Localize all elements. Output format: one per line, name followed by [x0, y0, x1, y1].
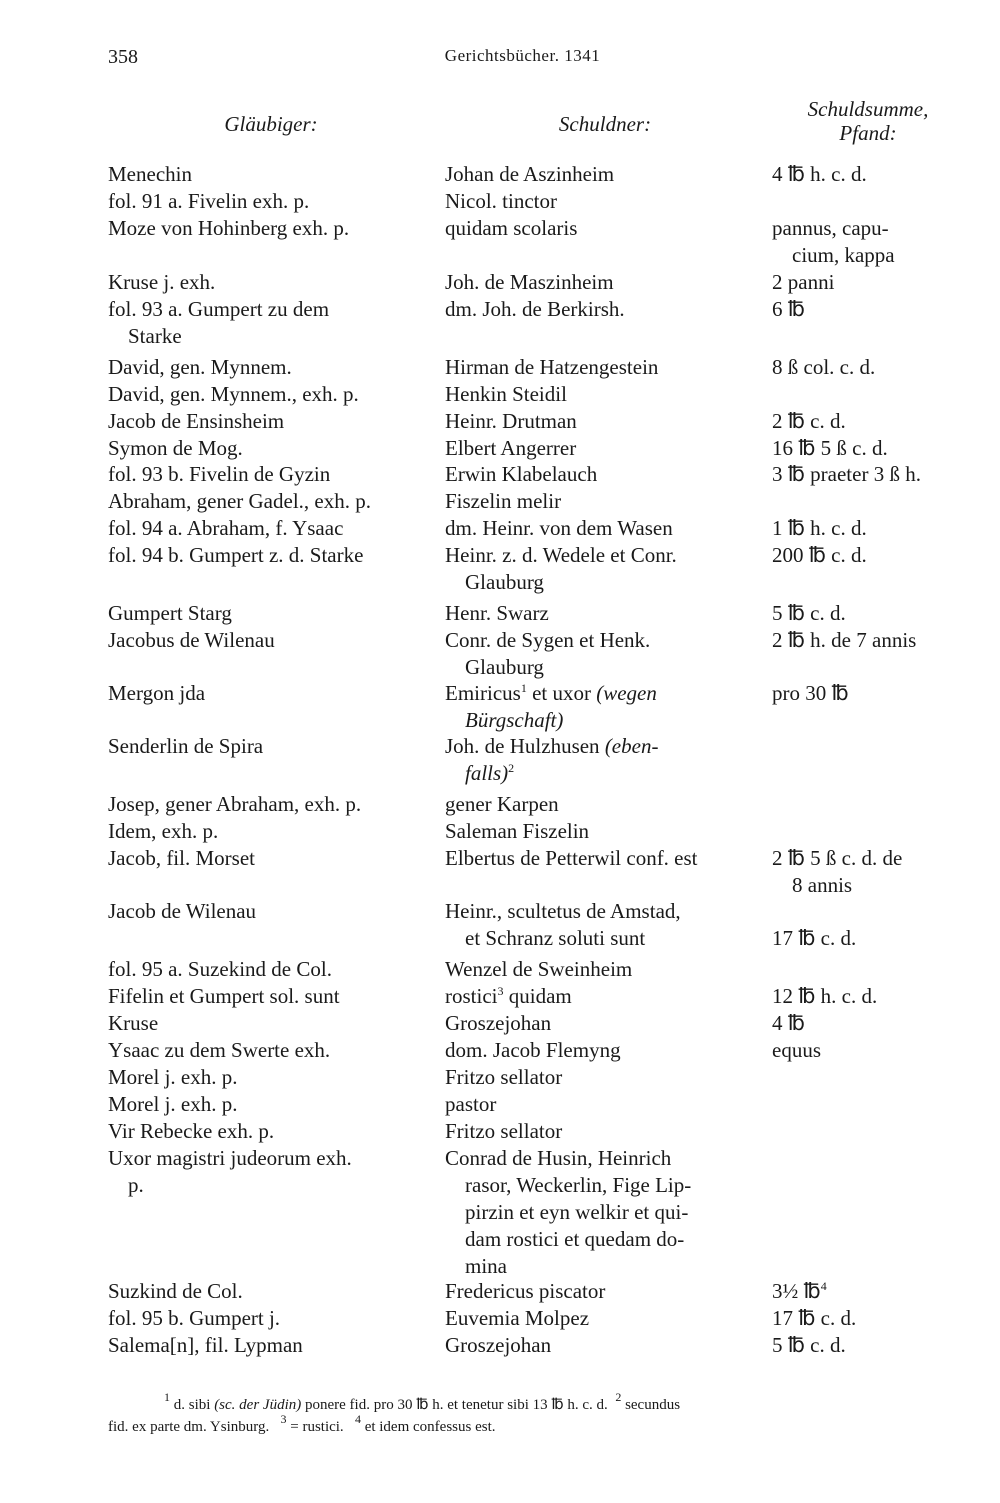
debtor-note: (wegen [596, 681, 657, 705]
creditor-cell: Suzkind de Col. [108, 1279, 243, 1303]
sum-line: 2 ℔ 5 ß c. d. de [772, 846, 903, 870]
creditor-cell [108, 1145, 434, 1199]
sum-cell: 17 ℔ c. d. [772, 926, 857, 950]
debtor-cell: dm. Heinr. von dem Wasen [445, 516, 673, 540]
debtor-line: mina [465, 1254, 507, 1278]
sum-cell: 12 ℔ h. c. d. [772, 984, 878, 1008]
debtor-note: Bürgschaft) [465, 708, 564, 732]
debtor-text: quidam [503, 984, 572, 1008]
debtor-cell [445, 542, 765, 596]
sum-cell: 16 ℔ 5 ß c. d. [772, 436, 888, 460]
debtor-cell: Elbert Angerrer [445, 436, 577, 460]
debtor-cell: Nicol. tinctor [445, 189, 557, 213]
debtor-text: rostici [445, 984, 498, 1008]
column-header-sum-line2: Pfand: [839, 121, 897, 145]
sum-cell [772, 215, 962, 269]
debtor-cell: gener Karpen [445, 792, 559, 816]
debtor-line: Heinr., scultetus de Amstad, [445, 899, 681, 923]
footnotes [108, 1390, 950, 1438]
creditor-cell [108, 296, 434, 350]
creditor-cell: David, gen. Mynnem., exh. p. [108, 382, 359, 406]
creditor-cell: Abraham, gener Gadel., exh. p. [108, 489, 371, 513]
debtor-line: Heinr. z. d. Wedele et Conr. [445, 543, 677, 567]
creditor-cell: fol. 95 a. Suzekind de Col. [108, 957, 332, 981]
debtor-note: falls) [465, 761, 509, 785]
sum-cell [772, 845, 962, 899]
creditor-cell: Morel j. exh. p. [108, 1092, 238, 1116]
footnote-text: secundus [621, 1397, 681, 1413]
sum-cell: 8 ß col. c. d. [772, 355, 876, 379]
creditor-cell: Idem, exh. p. [108, 819, 219, 843]
sum-cell: pro 30 ℔ [772, 681, 849, 705]
debtor-cell [445, 733, 765, 787]
sum-line: pannus, capu- [772, 216, 889, 240]
footnote-ref: 3 [497, 984, 504, 998]
creditor-cell: Jacobus de Wilenau [108, 628, 275, 652]
creditor-cell: Kruse j. exh. [108, 270, 216, 294]
debtor-text: Emiricus [445, 681, 521, 705]
debtor-line: rasor, Weckerlin, Fige Lip- [465, 1173, 692, 1197]
creditor-cell: fol. 94 b. Gumpert z. d. Starke [108, 543, 364, 567]
creditor-line: p. [128, 1173, 144, 1197]
debtor-line [445, 760, 765, 787]
column-header-creditor: Gläubiger: [224, 112, 318, 136]
debtor-cell: Euvemia Molpez [445, 1306, 590, 1330]
debtor-cell: Erwin Klabelauch [445, 462, 598, 486]
footnote-mark: 1 [164, 1390, 170, 1404]
debtor-line: Conr. de Sygen et Henk. [445, 628, 651, 652]
creditor-cell: fol. 94 a. Abraham, f. Ysaac [108, 516, 344, 540]
sum-cell: 4 ℔ [772, 1011, 805, 1035]
creditor-cell: Moze von Hohinberg exh. p. [108, 216, 350, 240]
sum-cell: 6 ℔ [772, 297, 805, 321]
sum-cell: 5 ℔ c. d. [772, 601, 846, 625]
sum-cell: 5 ℔ c. d. [772, 1333, 846, 1357]
footnote-text: = rustici. [286, 1419, 344, 1435]
creditor-cell: Ysaac zu dem Swerte exh. [108, 1038, 331, 1062]
column-header-debtor: Schuldner: [558, 112, 652, 136]
creditor-cell: Vir Rebecke exh. p. [108, 1119, 275, 1143]
creditor-line: Uxor magistri judeorum exh. [108, 1146, 352, 1170]
creditor-cell: fol. 95 b. Gumpert j. [108, 1306, 281, 1330]
creditor-cell: Jacob, fil. Morset [108, 846, 255, 870]
creditor-cell: Jacob de Ensinsheim [108, 409, 285, 433]
debtor-cell: Johan de Aszinheim [445, 162, 615, 186]
footnote-mark: 2 [615, 1390, 622, 1404]
debtor-cell: Henr. Swarz [445, 601, 549, 625]
creditor-cell: Morel j. exh. p. [108, 1065, 238, 1089]
debtor-cell: Wenzel de Sweinheim [445, 957, 633, 981]
footnote-text: ponere fid. pro 30 ℔ h. et tenetur sibi 13 ℔ h. c. d. [301, 1397, 608, 1413]
debtor-cell: Joh. de Maszinheim [445, 270, 614, 294]
creditor-cell: Senderlin de Spira [108, 734, 264, 758]
footnote-text: et idem confessus est. [360, 1419, 496, 1435]
debtor-cell: dom. Jacob Flemyng [445, 1038, 621, 1062]
debtor-cell [445, 983, 765, 1010]
creditor-cell: fol. 93 b. Fivelin de Gyzin [108, 462, 331, 486]
sum-line: cium, kappa [792, 243, 895, 267]
footnote-ref: 2 [508, 761, 515, 775]
sum-cell: 2 panni [772, 270, 835, 294]
debtor-text: Joh. de Hulzhusen [445, 734, 605, 758]
footnote-ref: 1 [520, 681, 527, 695]
debtor-cell: Groszejohan [445, 1011, 552, 1035]
debtor-line: Glauburg [465, 655, 544, 679]
sum-cell: equus [772, 1038, 821, 1062]
creditor-line: fol. 93 a. Gumpert zu dem [108, 297, 330, 321]
sum-cell: 2 ℔ h. de 7 annis [772, 628, 917, 652]
debtor-text: et uxor [526, 681, 597, 705]
column-header-sum [768, 97, 968, 145]
footnote-text: fid. ex parte dm. Ysinburg. [108, 1419, 270, 1435]
footnote-text: d. sibi [170, 1397, 215, 1413]
footnote-text: (sc. der Jüdin) [214, 1397, 302, 1413]
sum-cell: 17 ℔ c. d. [772, 1306, 857, 1330]
creditor-cell: Jacob de Wilenau [108, 899, 257, 923]
footnote-line [108, 1412, 496, 1435]
creditor-cell: Mergon jda [108, 681, 206, 705]
creditor-cell: Kruse [108, 1011, 159, 1035]
page-number: 358 [108, 46, 138, 68]
sum-cell: 200 ℔ c. d. [772, 543, 867, 567]
creditor-cell: Symon de Mog. [108, 436, 243, 460]
sum-cell: 1 ℔ h. c. d. [772, 516, 867, 540]
creditor-cell: Gumpert Starg [108, 601, 232, 625]
sum-text: 3½ ℔ [772, 1279, 821, 1303]
debtor-cell [445, 898, 765, 952]
footnote-ref: 4 [820, 1279, 827, 1293]
debtor-line: dam rostici et quedam do- [465, 1227, 685, 1251]
debtor-line: pirzin et eyn welkir et qui- [465, 1200, 689, 1224]
sum-line: 8 annis [792, 873, 853, 897]
creditor-cell: Josep, gener Abraham, exh. p. [108, 792, 362, 816]
debtor-line: Glauburg [465, 570, 544, 594]
debtor-line: Conrad de Husin, Heinrich [445, 1146, 672, 1170]
debtor-cell: Groszejohan [445, 1333, 552, 1357]
creditor-cell: Salema[n], fil. Lypman [108, 1333, 303, 1357]
debtor-cell: Fritzo sellator [445, 1065, 563, 1089]
debtor-cell: Hirman de Hatzengestein [445, 355, 659, 379]
debtor-line: et Schranz soluti sunt [465, 926, 646, 950]
creditor-line: Starke [128, 324, 182, 348]
debtor-cell [445, 627, 765, 681]
debtor-cell: Fritzo sellator [445, 1119, 563, 1143]
sum-cell [772, 1278, 962, 1305]
footnote-mark: 3 [280, 1412, 287, 1426]
debtor-cell: Fredericus piscator [445, 1279, 606, 1303]
debtor-cell: Henkin Steidil [445, 382, 567, 406]
debtor-cell [445, 680, 765, 734]
sum-cell: 2 ℔ c. d. [772, 409, 846, 433]
debtor-cell: Elbertus de Petterwil conf. est [445, 846, 698, 870]
creditor-cell: Menechin [108, 162, 192, 186]
creditor-cell: fol. 91 a. Fivelin exh. p. [108, 189, 310, 213]
creditor-cell: Fifelin et Gumpert sol. sunt [108, 984, 340, 1008]
debtor-note: (eben- [604, 734, 659, 758]
creditor-cell: David, gen. Mynnem. [108, 355, 292, 379]
debtor-cell: Saleman Fiszelin [445, 819, 590, 843]
debtor-cell: Heinr. Drutman [445, 409, 577, 433]
sum-cell: 3 ℔ praeter 3 ß h. [772, 462, 921, 486]
running-head: Gerichtsbücher. 1341 [444, 46, 601, 65]
footnote-mark: 4 [354, 1412, 361, 1426]
debtor-cell: quidam scolaris [445, 216, 578, 240]
sum-cell: 4 ℔ h. c. d. [772, 162, 867, 186]
debtor-cell: dm. Joh. de Berkirsh. [445, 297, 625, 321]
debtor-cell [445, 1145, 765, 1280]
debtor-cell: pastor [445, 1092, 497, 1116]
debtor-cell: Fiszelin melir [445, 489, 562, 513]
footnote-line [108, 1390, 950, 1416]
column-header-sum-line1: Schuldsumme, [807, 97, 929, 121]
